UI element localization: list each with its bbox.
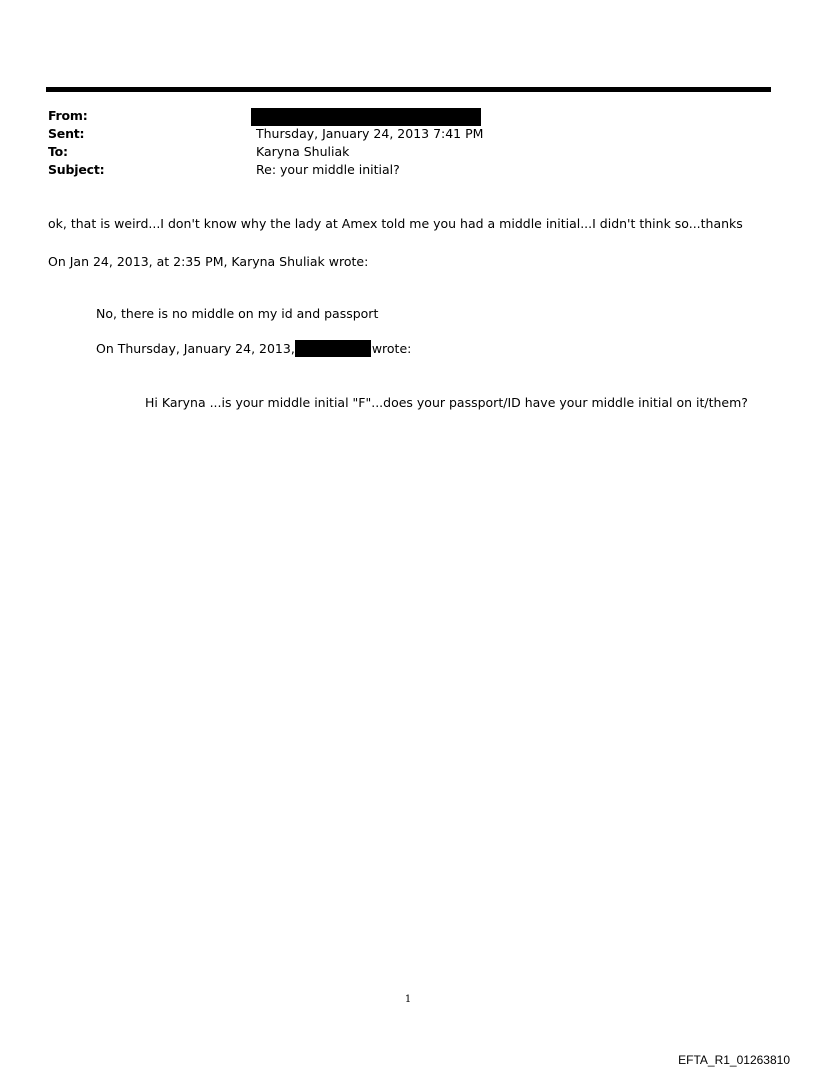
email-header — [48, 107, 748, 179]
subject-value: Re: your middle initial? — [256, 162, 400, 177]
header-divider — [46, 87, 771, 92]
to-label: To: — [48, 144, 68, 159]
sent-row — [48, 125, 748, 143]
quote-attribution-2 — [96, 340, 411, 358]
redacted-name — [295, 340, 371, 357]
quoted-reply: No, there is no middle on my id and passport — [96, 306, 379, 321]
quote-attribution-1: On Jan 24, 2013, at 2:35 PM, Karyna Shuliak wrote: — [48, 254, 369, 269]
quoted-original: Hi Karyna ...is your middle initial "F"...does your passport/ID have your middle initial on it/them? — [145, 395, 748, 410]
redacted-sender — [251, 108, 481, 126]
message-body: ok, that is weird...I don't know why the lady at Amex told me you had a middle initial...I didn't think so...thanks — [48, 216, 743, 231]
attribution-2-suffix: wrote: — [371, 341, 412, 356]
from-row — [48, 107, 748, 125]
attribution-2-prefix: On Thursday, January 24, 2013, — [96, 341, 295, 356]
subject-label: Subject: — [48, 162, 105, 177]
page-number: 1 — [404, 994, 412, 1005]
document-id: EFTA_R1_01263810 — [678, 1053, 790, 1067]
to-value: Karyna Shuliak — [256, 144, 350, 159]
subject-row — [48, 161, 748, 179]
sent-label: Sent: — [48, 126, 85, 141]
to-row — [48, 143, 748, 161]
from-label: From: — [48, 108, 88, 123]
sent-value: Thursday, January 24, 2013 7:41 PM — [256, 126, 484, 141]
